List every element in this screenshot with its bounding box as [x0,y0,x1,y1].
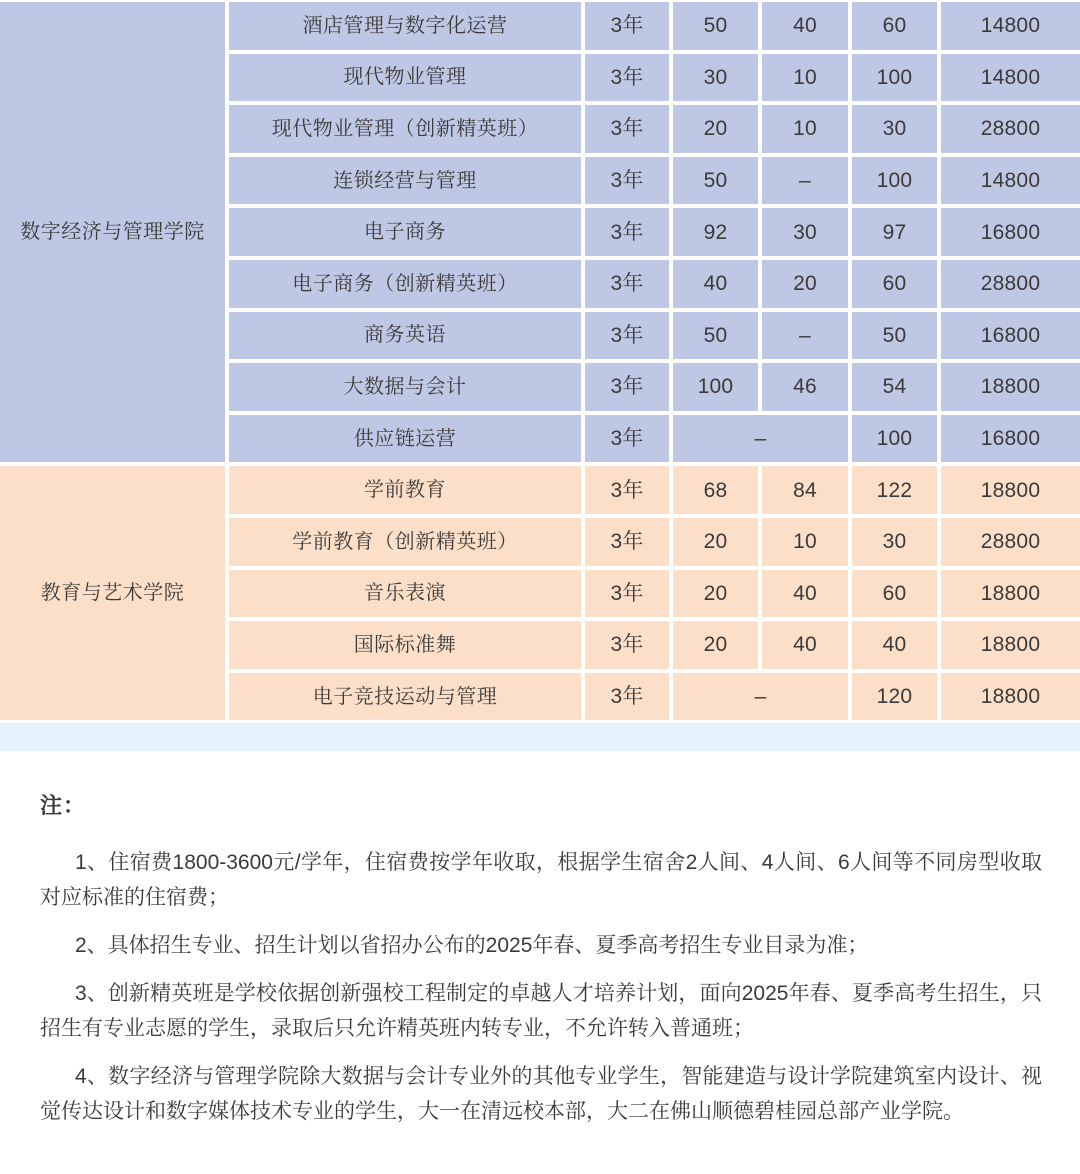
duration-cell: 3年 [585,621,669,669]
fee-cell: 16800 [941,312,1080,360]
plan-value-cell: 100 [673,363,758,411]
table-bottom-strip [0,723,1080,751]
fee-cell: 18800 [941,673,1080,721]
merged-dash-cell: – [673,415,848,463]
fee-cell: 28800 [941,260,1080,308]
fee-cell: 14800 [941,54,1080,102]
plan-value-cell: 40 [673,260,758,308]
fee-cell: 18800 [941,570,1080,618]
duration-cell: 3年 [585,105,669,153]
major-cell: 国际标准舞 [229,621,581,669]
plan-value-cell: 122 [852,466,937,514]
plan-value-cell: 68 [673,466,758,514]
major-cell: 商务英语 [229,312,581,360]
notes-heading: 注： [40,793,87,819]
note-item-4: 4、数字经济与管理学院除大数据与会计专业外的其他专业学生，智能建造与设计学院建筑室内设计、视觉传达设计和数字媒体技术专业的学生，大一在清远校本部，大二在佛山顺德碧桂园总部产业学院。 [40,1065,1042,1124]
fee-cell: 28800 [941,105,1080,153]
fee-cell: 18800 [941,621,1080,669]
plan-value-cell: 30 [762,208,848,256]
fee-cell: 16800 [941,208,1080,256]
fee-cell: 16800 [941,415,1080,463]
enrollment-table [0,2,1080,720]
plan-value-cell: 92 [673,208,758,256]
plan-value-cell: 50 [673,312,758,360]
notes-section [40,794,1042,1129]
plan-value-cell: 30 [673,54,758,102]
plan-value-cell: 30 [852,105,937,153]
plan-value-cell: 40 [762,2,848,50]
plan-value-cell: 50 [673,157,758,205]
plan-value-cell: 50 [673,2,758,50]
major-cell: 大数据与会计 [229,363,581,411]
plan-value-cell: 40 [762,570,848,618]
duration-cell: 3年 [585,54,669,102]
plan-value-cell: 100 [852,157,937,205]
duration-cell: 3年 [585,208,669,256]
note-item-2: 2、具体招生专业、招生计划以省招办公布的2025年春、夏季高考招生专业目录为准； [75,934,869,958]
plan-value-cell: 100 [852,54,937,102]
major-cell: 电子商务（创新精英班） [229,260,581,308]
duration-cell: 3年 [585,570,669,618]
plan-value-cell: – [762,157,848,205]
plan-value-cell: 30 [852,518,937,566]
major-cell: 酒店管理与数字化运营 [229,2,581,50]
duration-cell: 3年 [585,157,669,205]
plan-value-cell: 60 [852,260,937,308]
plan-value-cell: 40 [762,621,848,669]
major-cell: 电子竞技运动与管理 [229,673,581,721]
duration-cell: 3年 [585,466,669,514]
duration-cell: 3年 [585,518,669,566]
plan-value-cell: 60 [852,570,937,618]
plan-value-cell: 10 [762,105,848,153]
note-item-1: 1、住宿费1800-3600元/学年，住宿费按学年收取，根据学生宿舍2人间、4人间、6人间等不同房型收取对应标准的住宿费； [40,851,1042,910]
college-cell: 数字经济与管理学院 [0,2,225,462]
major-cell: 学前教育（创新精英班） [229,518,581,566]
plan-value-cell: 120 [852,673,937,721]
fee-cell: 14800 [941,157,1080,205]
major-cell: 电子商务 [229,208,581,256]
fee-cell: 14800 [941,2,1080,50]
duration-cell: 3年 [585,260,669,308]
major-cell: 供应链运营 [229,415,581,463]
major-cell: 现代物业管理 [229,54,581,102]
plan-value-cell: 20 [673,570,758,618]
note-item-3: 3、创新精英班是学校依据创新强校工程制定的卓越人才培养计划，面向2025年春、夏季高考生招生，只招生有专业志愿的学生，录取后只允许精英班内转专业，不允许转入普通班； [40,982,1042,1041]
plan-value-cell: 84 [762,466,848,514]
plan-value-cell: 10 [762,54,848,102]
major-cell: 学前教育 [229,466,581,514]
merged-dash-cell: – [673,673,848,721]
plan-value-cell: 50 [852,312,937,360]
duration-cell: 3年 [585,363,669,411]
fee-cell: 28800 [941,518,1080,566]
duration-cell: 3年 [585,673,669,721]
plan-value-cell: 20 [673,518,758,566]
college-cell: 教育与艺术学院 [0,466,225,720]
plan-value-cell: 46 [762,363,848,411]
major-cell: 音乐表演 [229,570,581,618]
major-cell: 现代物业管理（创新精英班） [229,105,581,153]
plan-value-cell: 20 [673,621,758,669]
plan-value-cell: 60 [852,2,937,50]
fee-cell: 18800 [941,466,1080,514]
plan-value-cell: 54 [852,363,937,411]
plan-value-cell: 10 [762,518,848,566]
plan-value-cell: 20 [762,260,848,308]
fee-cell: 18800 [941,363,1080,411]
plan-value-cell: 40 [852,621,937,669]
plan-value-cell: 100 [852,415,937,463]
plan-value-cell: 20 [673,105,758,153]
page [0,2,1080,1174]
major-cell: 连锁经营与管理 [229,157,581,205]
duration-cell: 3年 [585,2,669,50]
duration-cell: 3年 [585,312,669,360]
duration-cell: 3年 [585,415,669,463]
plan-value-cell: 97 [852,208,937,256]
plan-value-cell: – [762,312,848,360]
